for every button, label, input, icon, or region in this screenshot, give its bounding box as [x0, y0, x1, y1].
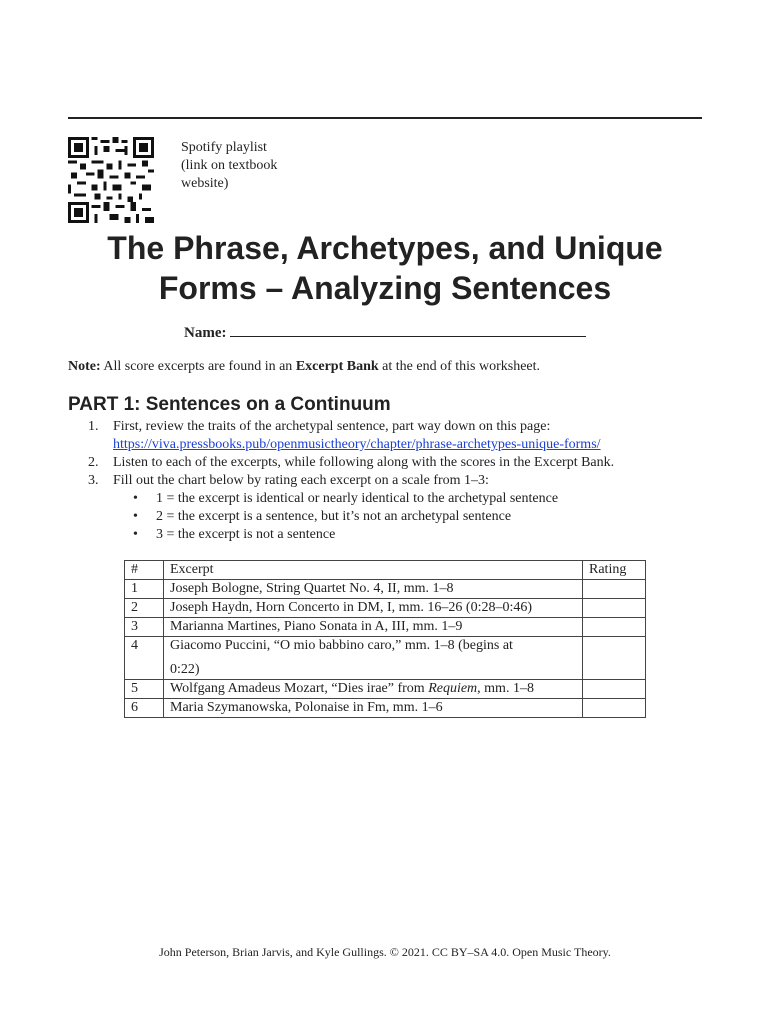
bullet-icon: • — [133, 491, 138, 506]
rating-cell[interactable] — [583, 599, 646, 618]
instructions-list — [88, 418, 614, 544]
step-text: Fill out the chart below by rating each excerpt on a scale from 1–3: — [113, 473, 489, 488]
rating-cell[interactable] — [583, 680, 646, 699]
step-number: 2. — [88, 455, 99, 470]
list-item — [133, 490, 614, 508]
row-number: 6 — [125, 699, 164, 718]
table-row — [125, 699, 646, 718]
table-row — [125, 637, 646, 680]
spotify-line: website) — [181, 176, 229, 191]
row-excerpt: Marianna Martines, Piano Sonata in A, III, mm. 1–9 — [164, 618, 583, 637]
page-title — [60, 228, 710, 308]
row-number: 5 — [125, 680, 164, 699]
bullet-icon: • — [133, 509, 138, 524]
row-number: 2 — [125, 599, 164, 618]
table-row — [125, 580, 646, 599]
excerpt-bank-term: Excerpt Bank — [295, 359, 379, 374]
list-item — [133, 508, 614, 526]
row-excerpt: Joseph Bologne, String Quartet No. 4, II, mm. 1–8 — [164, 580, 583, 599]
table-row — [125, 618, 646, 637]
title-line: The Phrase, Archetypes, and Unique — [107, 230, 663, 266]
step-text: First, review the traits of the archetypal sentence, part way down on this page: — [113, 419, 551, 434]
table-row — [125, 680, 646, 699]
bullet-text: 3 = the excerpt is not a sentence — [156, 527, 336, 542]
rating-scale-list — [133, 490, 614, 544]
note-text: All score excerpts are found in an — [100, 359, 296, 374]
rating-cell[interactable] — [583, 699, 646, 718]
step-number: 1. — [88, 419, 99, 434]
title-line: Forms – Analyzing Sentences — [158, 270, 612, 306]
excerpt-line: Giacomo Puccini, “O mio babbino caro,” mm. 1–8 (begins at — [170, 638, 513, 653]
rating-cell[interactable] — [583, 580, 646, 599]
note-text: at the end of this worksheet. — [378, 359, 541, 374]
row-excerpt: Joseph Haydn, Horn Concerto in DM, I, mm. 16–26 (0:28–0:46) — [164, 599, 583, 618]
instruction-step — [88, 454, 614, 472]
column-header-number: # — [125, 561, 164, 580]
row-excerpt: Maria Szymanowska, Polonaise in Fm, mm. 1–6 — [164, 699, 583, 718]
work-title: Requiem — [428, 681, 478, 696]
table-row — [125, 599, 646, 618]
top-rule — [68, 117, 702, 119]
table-header-row — [125, 561, 646, 580]
excerpt-line: 0:22) — [170, 662, 200, 677]
step-number: 3. — [88, 473, 99, 488]
bullet-text: 2 = the excerpt is a sentence, but it’s not an archetypal sentence — [156, 509, 512, 524]
rating-table — [124, 560, 646, 718]
qr-code-icon — [68, 137, 154, 223]
row-number: 4 — [125, 637, 164, 680]
textbook-link[interactable]: https://viva.pressbooks.pub/openmusictheory/chapter/phrase-archetypes-unique-forms/ — [113, 437, 601, 452]
row-excerpt — [164, 680, 583, 699]
list-item — [133, 526, 614, 544]
bullet-icon: • — [133, 527, 138, 542]
bullet-text: 1 = the excerpt is identical or nearly identical to the archetypal sentence — [156, 491, 559, 506]
excerpt-text: , mm. 1–8 — [477, 681, 534, 696]
note — [68, 359, 540, 375]
note-label: Note: — [68, 359, 101, 374]
spotify-playlist-caption — [181, 139, 277, 193]
name-field[interactable] — [184, 322, 586, 342]
name-label: Name: — [184, 325, 227, 341]
name-blank[interactable] — [230, 322, 586, 337]
rating-cell[interactable] — [583, 618, 646, 637]
instruction-step — [88, 418, 614, 454]
spotify-line: (link on textbook — [181, 158, 278, 173]
column-header-rating: Rating — [583, 561, 646, 580]
instruction-step — [88, 472, 614, 490]
row-number: 1 — [125, 580, 164, 599]
rating-cell[interactable] — [583, 637, 646, 680]
part1-heading: PART 1: Sentences on a Continuum — [68, 394, 391, 415]
step-text: Listen to each of the excerpts, while following along with the scores in the Excerpt Bank. — [113, 455, 615, 470]
page-footer: John Peterson, Brian Jarvis, and Kyle Gullings. © 2021. CC BY–SA 4.0. Open Music Theory. — [159, 945, 611, 959]
excerpt-text: Wolfgang Amadeus Mozart, “Dies irae” from — [170, 681, 429, 696]
row-number: 3 — [125, 618, 164, 637]
row-excerpt — [164, 637, 583, 680]
column-header-excerpt: Excerpt — [164, 561, 583, 580]
spotify-line: Spotify playlist — [181, 140, 267, 155]
